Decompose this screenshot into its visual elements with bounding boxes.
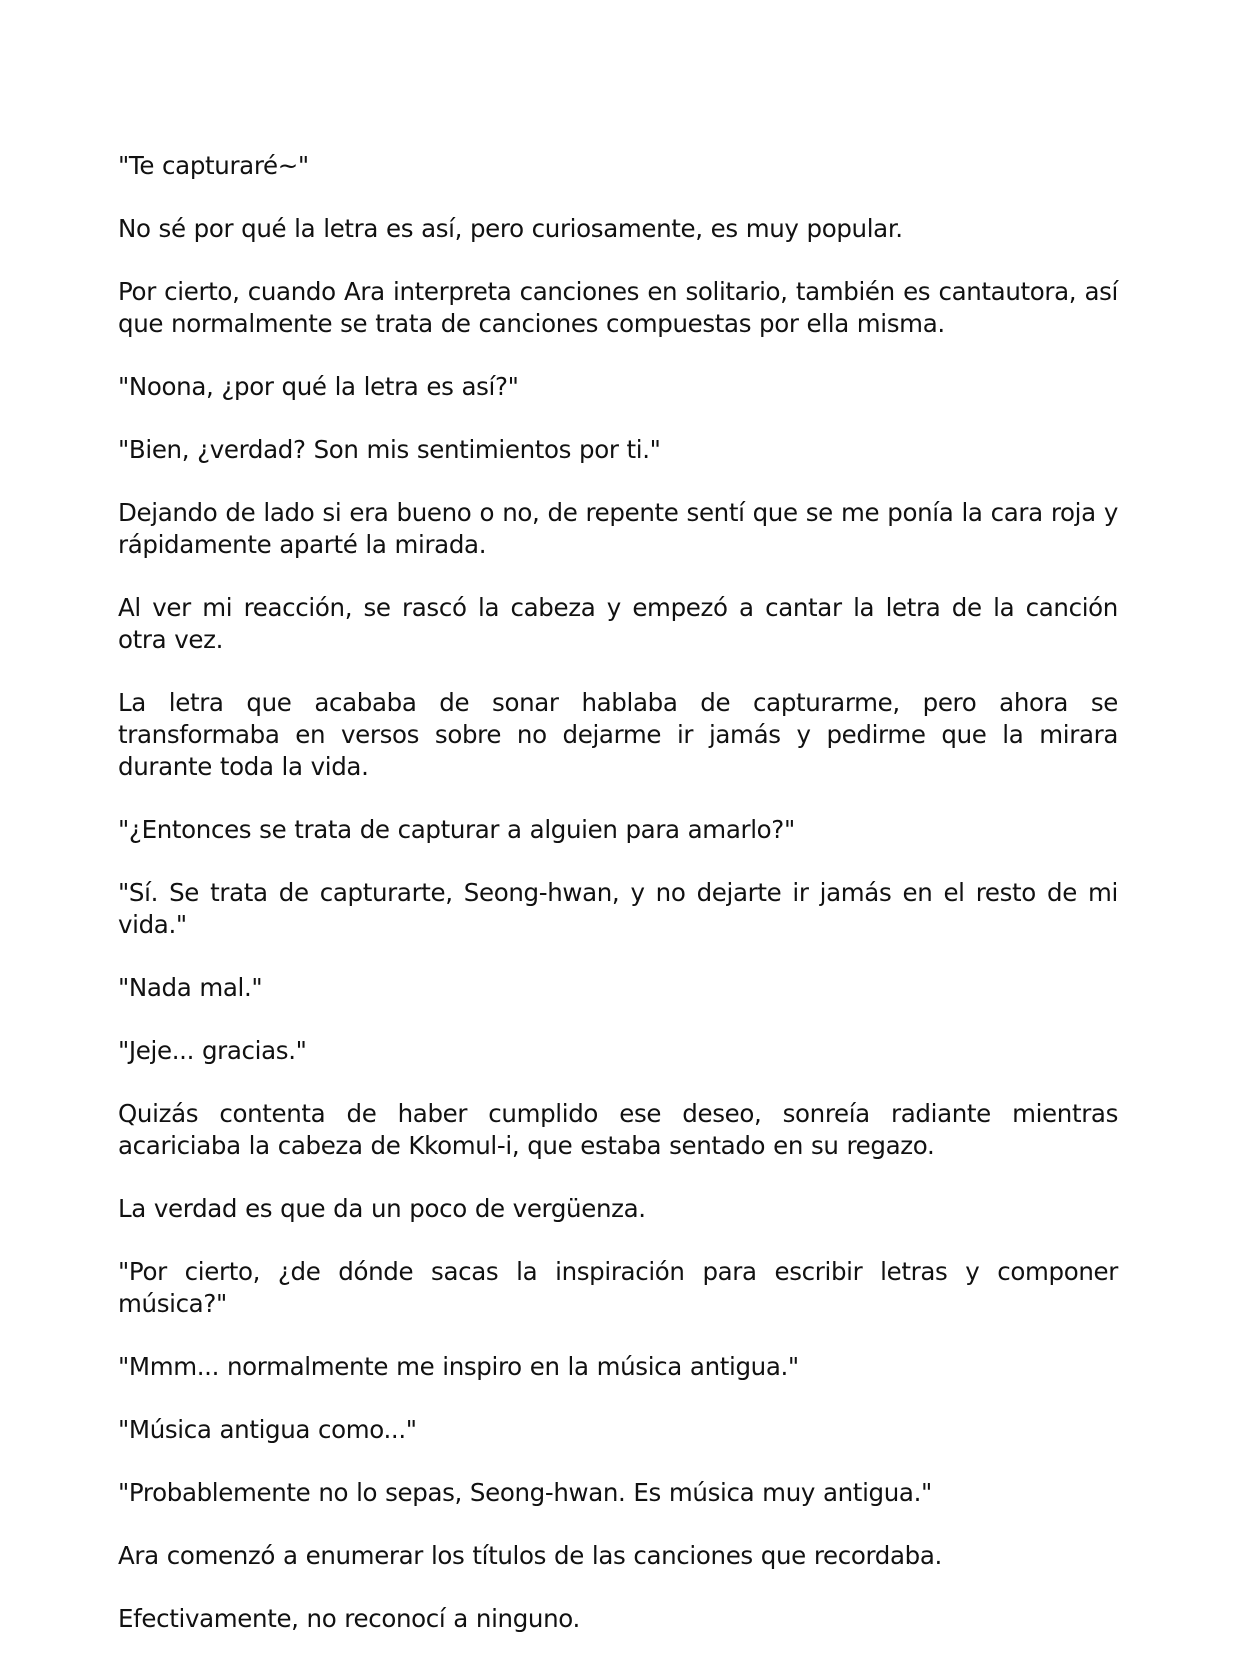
paragraph: Efectivamente, no reconocí a ninguno. (118, 1604, 580, 1633)
paragraph: La verdad es que da un poco de vergüenza. (118, 1194, 646, 1223)
paragraph: "Música antigua como..." (118, 1415, 417, 1444)
paragraph: La letra que acababa de sonar hablaba de capturarme, pero ahora se transformaba en versos sobre no dejarme ir jamás y pedirme que la mirara durante toda la vida. (118, 688, 1118, 781)
paragraph: "Jeje... gracias." (118, 1036, 307, 1065)
paragraph: No sé por qué la letra es así, pero curiosamente, es muy popular. (118, 214, 903, 243)
paragraph: "Por cierto, ¿de dónde sacas la inspiración para escribir letras y componer música?" (118, 1257, 1118, 1318)
paragraph: "Sí. Se trata de capturarte, Seong-hwan, y no dejarte ir jamás en el resto de mi vida." (118, 878, 1118, 939)
paragraph: "Bien, ¿verdad? Son mis sentimientos por ti." (118, 435, 661, 464)
paragraph: "Probablemente no lo sepas, Seong-hwan. Es música muy antigua." (118, 1478, 932, 1507)
paragraph: "¿Entonces se trata de capturar a alguien para amarlo?" (118, 815, 795, 844)
paragraph: "Mmm... normalmente me inspiro en la música antigua." (118, 1352, 799, 1381)
paragraph: "Te capturaré~" (118, 151, 309, 180)
paragraph: "Noona, ¿por qué la letra es así?" (118, 372, 519, 401)
paragraph: Al ver mi reacción, se rascó la cabeza y empezó a cantar la letra de la canción otra vez. (118, 593, 1118, 654)
paragraph: Dejando de lado si era bueno o no, de repente sentí que se me ponía la cara roja y rápidamente aparté la mirada. (118, 498, 1118, 559)
paragraph: Quizás contenta de haber cumplido ese deseo, sonreía radiante mientras acariciaba la cabeza de Kkomul-i, que estaba sentado en su regazo. (118, 1099, 1118, 1160)
paragraph: Por cierto, cuando Ara interpreta canciones en solitario, también es cantautora, así que normalmente se trata de canciones compuestas por ella misma. (118, 277, 1118, 338)
paragraph: Ara comenzó a enumerar los títulos de las canciones que recordaba. (118, 1541, 942, 1570)
document-body (118, 150, 1118, 1666)
paragraph: "Nada mal." (118, 973, 263, 1002)
